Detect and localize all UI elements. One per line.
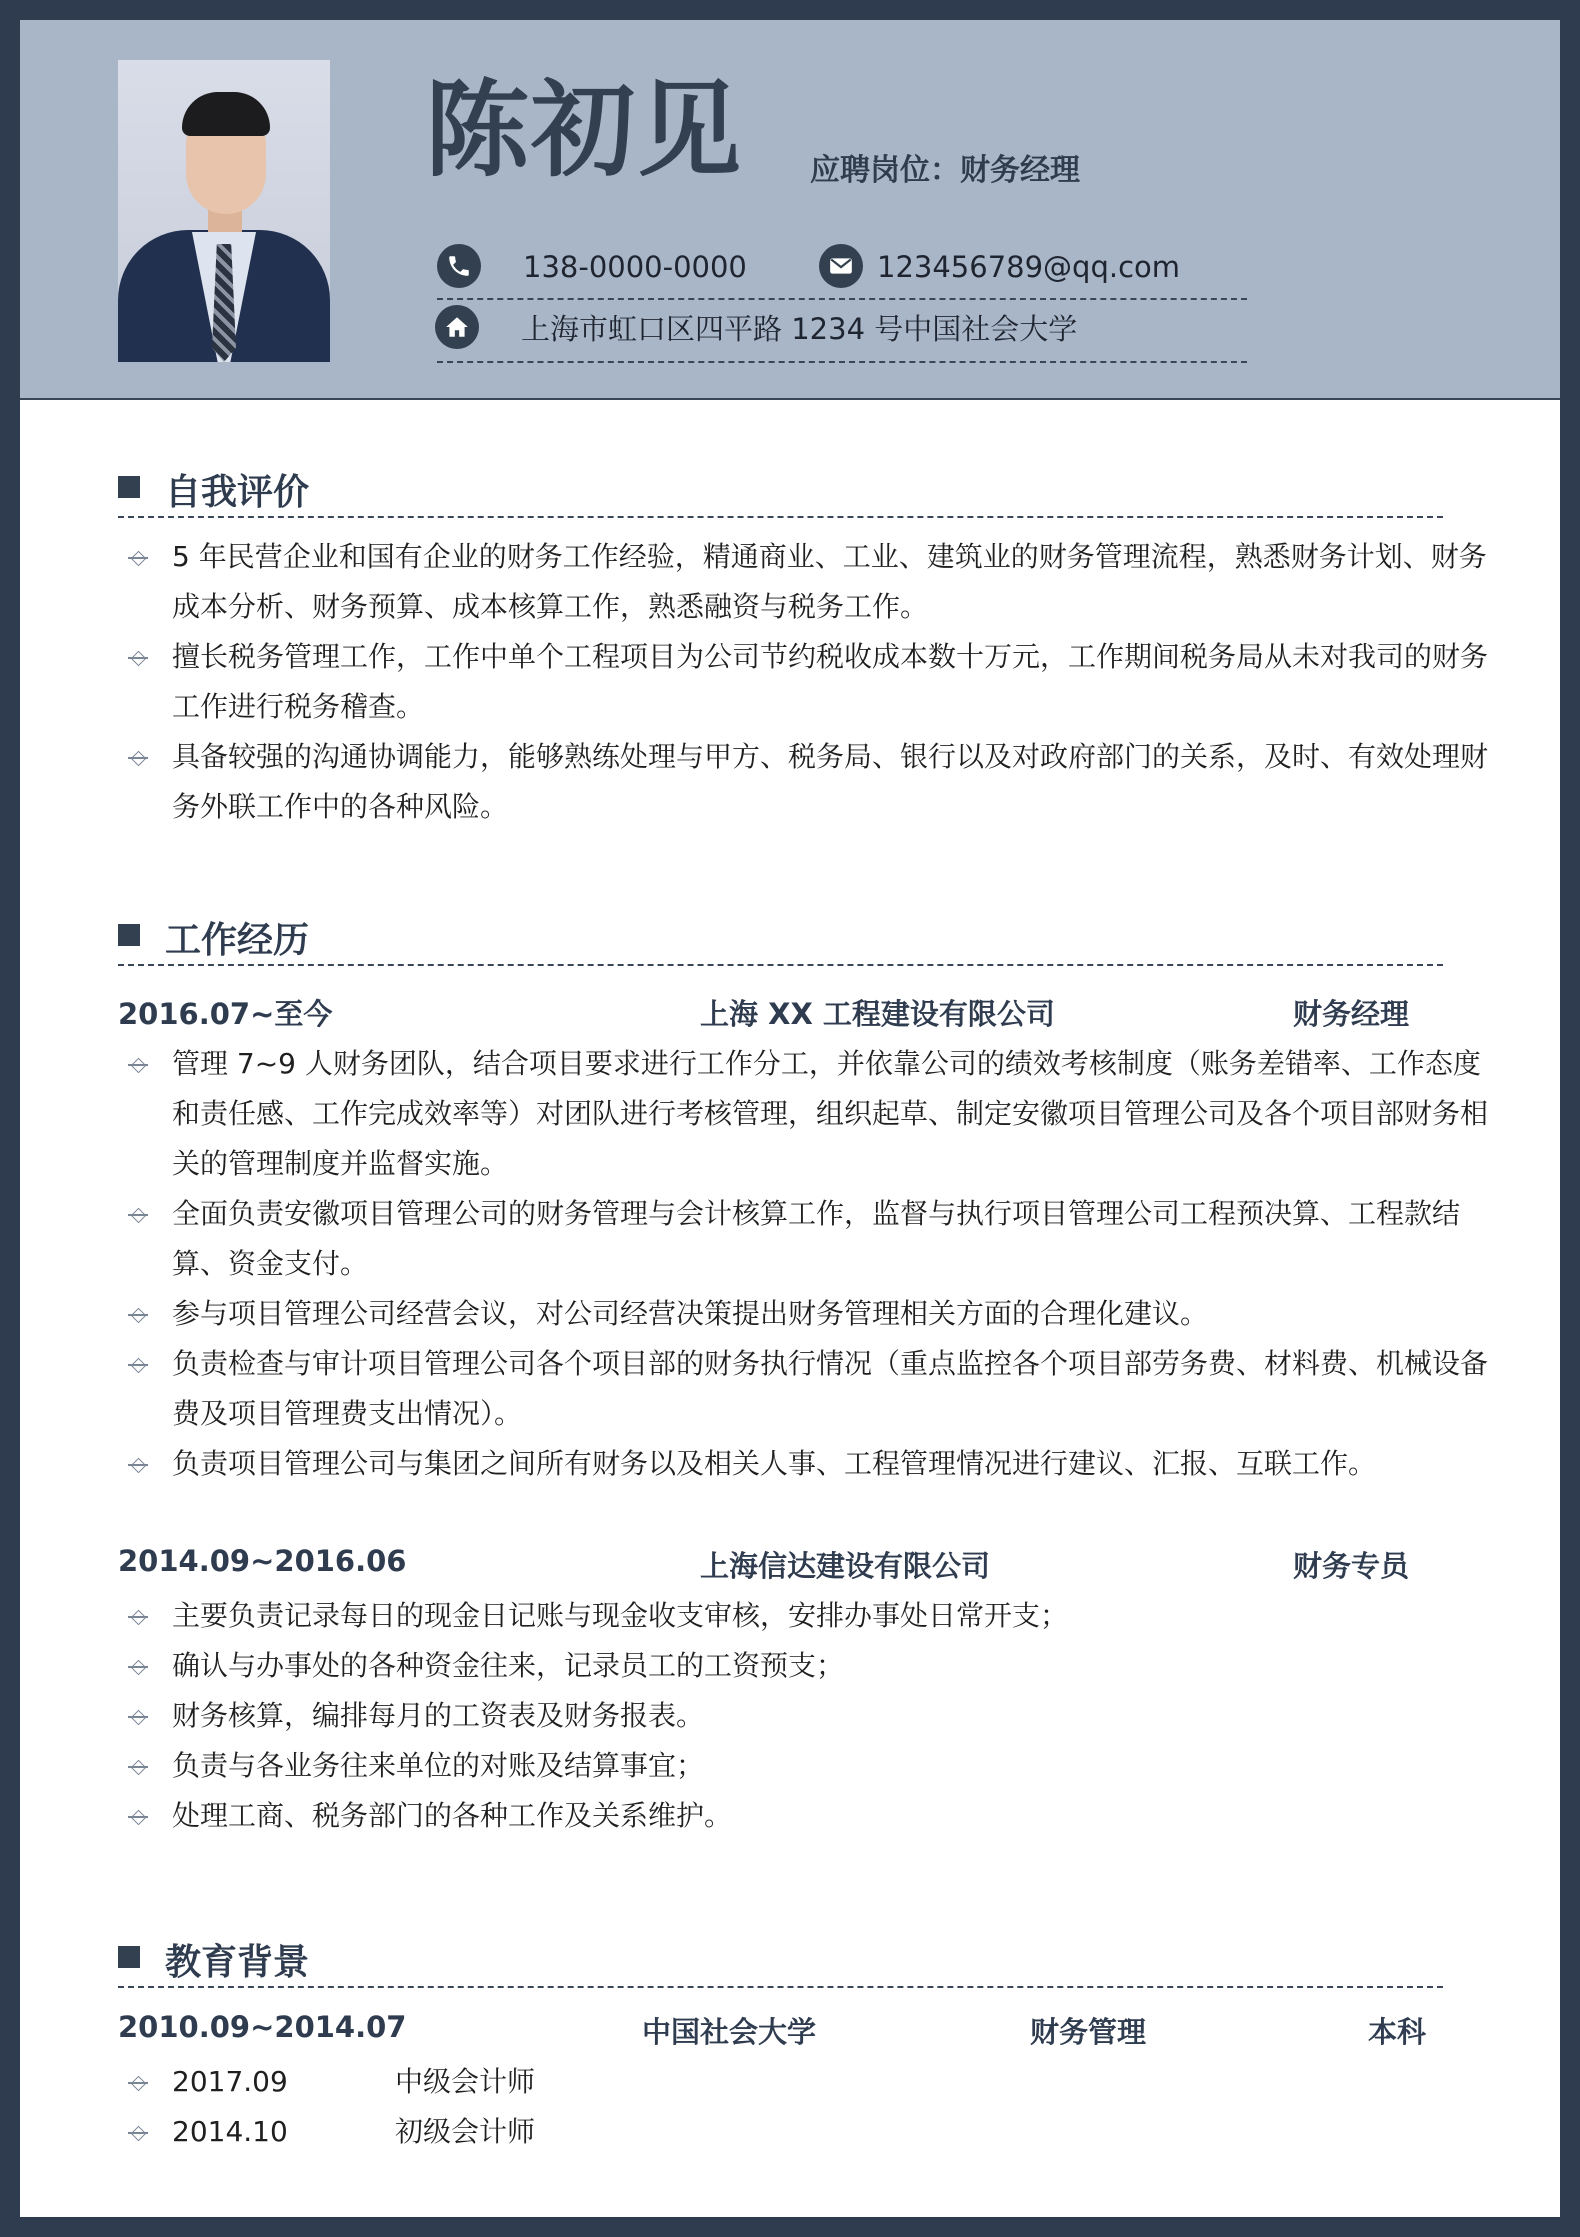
bullet-diamond-icon xyxy=(130,1057,146,1073)
bullet-diamond-icon xyxy=(130,1307,146,1323)
job-header xyxy=(118,992,1443,1032)
education-period: 2010.09~2014.07 xyxy=(118,2010,407,2044)
section-title: 自我评价 xyxy=(165,472,310,513)
bullet-diamond-icon xyxy=(130,1809,146,1825)
certificate-name: 初级会计师 xyxy=(395,2115,536,2148)
list-item: 负责与各业务往来单位的对账及结算事宜； xyxy=(118,1741,1488,1791)
list-item: 参与项目管理公司经营会议，对公司经营决策提出财务管理相关方面的合理化建议。 xyxy=(118,1289,1488,1339)
list-item: 主要负责记录每日的现金日记账与现金收支审核，安排办事处日常开支； xyxy=(118,1591,1488,1641)
bullet-diamond-icon xyxy=(130,1609,146,1625)
list-item: 处理工商、税务部门的各种工作及关系维护。 xyxy=(118,1791,1488,1841)
section-title: 工作经历 xyxy=(165,920,310,961)
mail-icon xyxy=(819,244,863,288)
bullet-diamond-icon xyxy=(130,1759,146,1775)
list-item: 负责检查与审计项目管理公司各个项目部的财务执行情况（重点监控各个项目部劳务费、材料费、机械设备费及项目管理费支出情况）。 xyxy=(118,1339,1488,1439)
certificate-row xyxy=(118,2057,918,2107)
bullet-diamond-icon xyxy=(130,550,146,566)
home-icon xyxy=(435,305,479,349)
section-title: 教育背景 xyxy=(165,1942,310,1983)
applied-position: 应聘岗位：财务经理 xyxy=(810,153,1080,188)
candidate-name: 陈初见 xyxy=(425,69,744,191)
self-evaluation-list xyxy=(118,532,1488,832)
list-item: 管理 7~9 人财务团队，结合项目要求进行工作分工，并依靠公司的绩效考核制度（账务差错率、工作态度和责任感、工作完成效率等）对团队进行考核管理，组织起草、制定安徽项目管理公司及各个项目部财务相关的管理制度并监督实施。 xyxy=(118,1039,1488,1189)
phone-number: 138-0000-0000 xyxy=(523,250,747,284)
resume-header xyxy=(20,20,1560,400)
contact-row-phone-email xyxy=(437,242,1247,300)
bullet-diamond-icon xyxy=(130,1709,146,1725)
bullet-diamond-icon xyxy=(130,1357,146,1373)
profile-photo xyxy=(118,60,330,362)
list-item: 负责项目管理公司与集团之间所有财务以及相关人事、工程管理情况进行建议、汇报、互联工作。 xyxy=(118,1439,1488,1489)
education-header xyxy=(118,2010,1443,2050)
job-header xyxy=(118,1544,1443,1584)
list-item: 财务核算，编排每月的工资表及财务报表。 xyxy=(118,1691,1488,1741)
certificate-date: 2017.09 xyxy=(172,2065,288,2098)
education-major: 财务管理 xyxy=(1030,2015,1147,2049)
job-duties-list xyxy=(118,1039,1488,1489)
bullet-diamond-icon xyxy=(130,1207,146,1223)
certificate-name: 中级会计师 xyxy=(395,2065,536,2098)
list-item: 全面负责安徽项目管理公司的财务管理与会计核算工作，监督与执行项目管理公司工程预决算、工程款结算、资金支付。 xyxy=(118,1189,1488,1289)
section-self-evaluation xyxy=(118,460,1443,518)
bullet-diamond-icon xyxy=(130,2075,146,2091)
job-period: 2014.09~2016.06 xyxy=(118,1544,407,1578)
list-item: 具备较强的沟通协调能力，能够熟练处理与甲方、税务局、银行以及对政府部门的关系，及时、有效处理财务外联工作中的各种风险。 xyxy=(118,732,1488,832)
bullet-diamond-icon xyxy=(130,1457,146,1473)
education-degree: 本科 xyxy=(1368,2015,1427,2049)
phone-icon xyxy=(437,244,481,288)
bullet-diamond-icon xyxy=(130,2125,146,2141)
email-address: 123456789@qq.com xyxy=(877,250,1181,284)
certificate-row xyxy=(118,2107,918,2157)
bullet-diamond-icon xyxy=(130,650,146,666)
bullet-diamond-icon xyxy=(130,1659,146,1675)
bullet-diamond-icon xyxy=(130,750,146,766)
resume-page xyxy=(20,20,1560,2217)
section-work-experience xyxy=(118,908,1443,966)
job-period: 2016.07~至今 xyxy=(118,997,333,1031)
job-role: 财务专员 xyxy=(1293,1549,1410,1583)
list-item: 擅长税务管理工作，工作中单个工程项目为公司节约税收成本数十万元，工作期间税务局从未对我司的财务工作进行税务稽查。 xyxy=(118,632,1488,732)
job-duties-list xyxy=(118,1591,1488,1841)
home-address: 上海市虹口区四平路 1234 号中国社会大学 xyxy=(521,312,1078,346)
job-company: 上海信达建设有限公司 xyxy=(700,1549,991,1583)
section-education xyxy=(118,1930,1443,1988)
list-item: 5 年民营企业和国有企业的财务工作经验，精通商业、工业、建筑业的财务管理流程，熟悉财务计划、财务成本分析、财务预算、成本核算工作，熟悉融资与税务工作。 xyxy=(118,532,1488,632)
list-item: 确认与办事处的各种资金往来，记录员工的工资预支； xyxy=(118,1641,1488,1691)
education-school: 中国社会大学 xyxy=(642,2015,817,2049)
contact-row-address xyxy=(437,305,1247,363)
certificate-date: 2014.10 xyxy=(172,2115,288,2148)
job-role: 财务经理 xyxy=(1293,997,1410,1031)
job-company: 上海 XX 工程建设有限公司 xyxy=(700,997,1055,1031)
